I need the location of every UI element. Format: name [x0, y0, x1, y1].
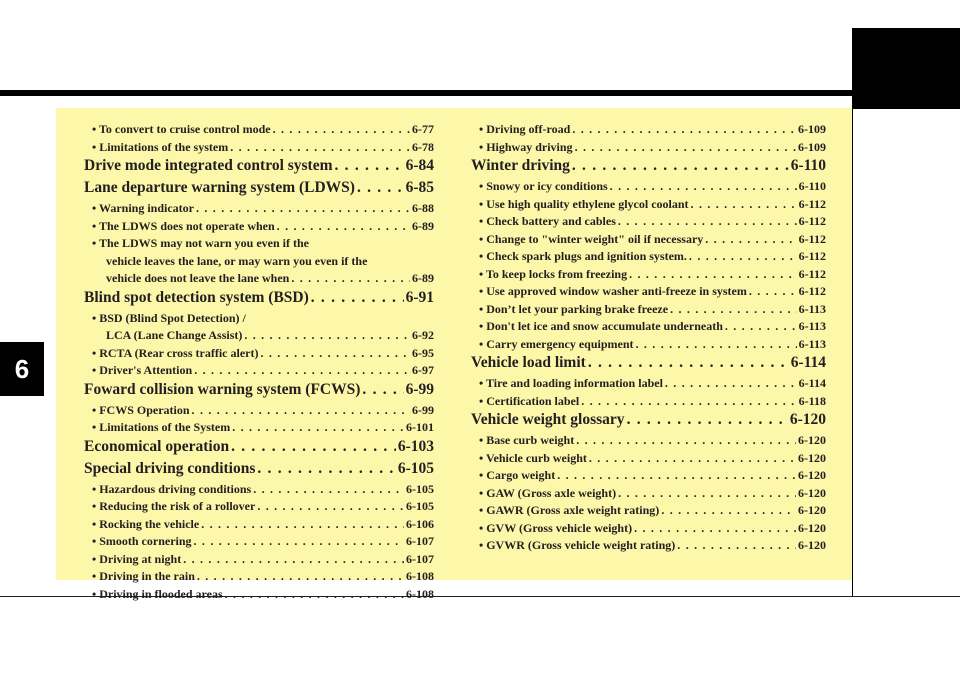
toc-page-number: 6-99 — [412, 402, 434, 417]
toc-page-number: 6-110 — [798, 179, 826, 193]
toc-page-number: 6-95 — [412, 345, 434, 360]
toc-entry[interactable] — [471, 521, 826, 539]
toc-entry[interactable] — [471, 302, 826, 320]
toc-entry[interactable] — [471, 197, 826, 215]
toc-page-number: 6-120 — [798, 538, 826, 552]
toc-page-number: 6-120 — [789, 411, 826, 428]
dot-leader — [634, 521, 796, 536]
dot-leader — [691, 197, 797, 212]
toc-page-number: 6-105 — [397, 459, 434, 477]
toc-entry-title: • Carry emergency equipment — [479, 336, 634, 351]
toc-entry-title: • Change to "winter weight" oil if necessary — [479, 231, 704, 246]
toc-entry — [84, 236, 434, 254]
toc-entry-title: • Check battery and cables — [479, 214, 616, 228]
toc-section-heading[interactable] — [84, 381, 434, 403]
toc-page-number: 6-112 — [798, 214, 826, 228]
dot-leader — [253, 482, 404, 497]
toc-entry[interactable] — [471, 538, 826, 556]
dot-leader — [257, 499, 404, 514]
toc-entry[interactable] — [471, 122, 826, 140]
toc-entry-title: • Use approved window washer anti-freeze in system — [479, 284, 747, 298]
toc-entry[interactable] — [471, 486, 826, 504]
dot-leader — [335, 157, 404, 175]
toc-entry-title: • Highway driving — [479, 139, 573, 154]
toc-page-number: 6-112 — [798, 196, 826, 211]
toc-entry-title: • The LDWS may not warn you even if the — [92, 236, 309, 250]
dot-leader — [581, 394, 796, 409]
toc-entry-title: • Driving in flooded areas — [92, 586, 223, 601]
toc-entry[interactable] — [471, 394, 826, 412]
toc-entry[interactable] — [84, 552, 434, 570]
toc-entry-title: • RCTA (Rear cross traffic alert) — [92, 345, 259, 360]
toc-entry[interactable] — [471, 267, 826, 285]
dot-leader — [232, 420, 404, 435]
toc-entry-title: • To convert to cruise control mode — [92, 122, 271, 136]
toc-entry-title: • Reducing the risk of a rollover — [92, 499, 256, 513]
toc-entry-title: • Driving off-road — [479, 122, 571, 136]
margin-divider — [852, 90, 853, 597]
toc-entry-title: • Hazardous driving conditions — [92, 481, 252, 496]
toc-page-number: 6-99 — [405, 380, 434, 398]
toc-entry[interactable] — [84, 271, 434, 289]
toc-page-number: 6-112 — [798, 284, 826, 298]
toc-entry[interactable] — [84, 363, 434, 381]
toc-entry[interactable] — [84, 569, 434, 587]
header-rule — [0, 90, 856, 96]
toc-entry-title: • Driving in the rain — [92, 569, 195, 583]
toc-entry[interactable] — [471, 140, 826, 158]
dot-leader — [670, 302, 797, 317]
toc-entry-title: • The LDWS does not operate when — [92, 218, 275, 233]
toc-entry[interactable] — [84, 420, 434, 438]
toc-page-number: 6-101 — [406, 420, 434, 434]
corner-tab-block — [852, 28, 960, 109]
dot-leader — [183, 552, 404, 567]
toc-entry[interactable] — [84, 517, 434, 535]
toc-entry[interactable] — [471, 468, 826, 486]
toc-entry-title: • GAWR (Gross axle weight rating) — [479, 503, 660, 517]
toc-entry-title: • Certification label — [479, 393, 580, 408]
toc-section-heading[interactable] — [471, 411, 826, 433]
toc-page-number: 6-106 — [406, 516, 434, 531]
toc-section-heading[interactable] — [84, 289, 434, 311]
dot-leader — [225, 587, 404, 602]
toc-page-number: 6-85 — [405, 179, 434, 196]
toc-entry[interactable] — [84, 328, 434, 346]
toc-entry-title: • Tire and loading information label — [479, 376, 663, 390]
toc-page-number: 6-97 — [412, 363, 434, 377]
chapter-tab[interactable]: 6 — [0, 342, 44, 396]
toc-entry[interactable] — [84, 219, 434, 237]
toc-page-number: 6-113 — [798, 319, 826, 333]
dot-leader — [661, 503, 796, 518]
dot-leader — [725, 319, 797, 334]
toc-entry-title: • GAW (Gross axle weight) — [479, 485, 617, 500]
toc-entry-title: • Limitations of the system — [92, 139, 229, 154]
toc-entry-title: • To keep locks from freezing — [479, 266, 628, 281]
toc-entry-title: • Rocking the vehicle — [92, 516, 200, 531]
toc-entry[interactable] — [471, 214, 826, 232]
dot-leader — [244, 328, 410, 343]
toc-page-number: 6-89 — [412, 271, 434, 285]
toc-entry[interactable] — [471, 284, 826, 302]
toc-page-number: 6-84 — [405, 157, 434, 174]
dot-leader — [277, 219, 410, 234]
toc-entry-title: • FCWS Operation — [92, 402, 190, 417]
dot-leader — [677, 538, 796, 553]
toc-entry-title: Winter driving — [471, 157, 570, 174]
toc-entry[interactable] — [84, 403, 434, 421]
toc-page-number: 6-77 — [412, 122, 434, 136]
toc-section-heading[interactable] — [84, 460, 434, 482]
toc-entry-title: • Warning indicator — [92, 201, 194, 215]
toc-entry-title: Foward collision warning system (FCWS) — [84, 380, 361, 398]
toc-entry-title: Economical operation — [84, 437, 230, 455]
toc-entry[interactable] — [471, 433, 826, 451]
dot-leader — [196, 201, 410, 216]
toc-entry[interactable] — [471, 319, 826, 337]
toc-page-number: 6-120 — [798, 433, 826, 447]
toc-page-number: 6-109 — [798, 122, 826, 136]
toc-entry[interactable] — [84, 201, 434, 219]
toc-entry-title: • Limitations of the System — [92, 420, 231, 434]
dot-leader — [201, 517, 404, 532]
toc-section-heading[interactable] — [84, 438, 434, 460]
toc-page-number: 6-107 — [406, 551, 434, 566]
toc-entry-title: Drive mode integrated control system — [84, 157, 333, 174]
toc-section-heading[interactable] — [84, 157, 434, 179]
dot-leader — [572, 122, 796, 137]
dot-leader — [665, 376, 797, 391]
toc-entry-title: • Base curb weight — [479, 433, 575, 447]
toc-page-number: 6-112 — [798, 231, 826, 246]
dot-leader — [576, 433, 796, 448]
dot-leader — [689, 249, 797, 264]
toc-entry[interactable] — [84, 140, 434, 158]
toc-page-number: 6-92 — [412, 328, 434, 342]
dot-leader — [257, 460, 395, 478]
dot-leader — [588, 354, 789, 372]
dot-leader — [362, 381, 403, 399]
toc-section-heading[interactable] — [84, 179, 434, 201]
toc-page-number: 6-109 — [798, 139, 826, 154]
toc-entry-title: • Don’t let your parking brake freeze — [479, 301, 669, 316]
toc-page-number: 6-118 — [798, 393, 826, 408]
toc-page-number: 6-108 — [406, 586, 434, 601]
toc-page-number: 6-103 — [397, 437, 434, 455]
toc-page-number: 6-120 — [798, 450, 826, 465]
dot-leader — [260, 346, 410, 361]
toc-entry-title: • Vehicle curb weight — [479, 450, 587, 465]
dot-leader — [291, 271, 410, 286]
toc-page-number: 6-110 — [790, 157, 826, 174]
dot-leader — [572, 157, 789, 175]
dot-leader — [357, 179, 404, 197]
toc-page-number: 6-120 — [798, 520, 826, 535]
toc-page-number: 6-114 — [790, 354, 826, 371]
dot-leader — [636, 337, 797, 352]
toc-page-number: 6-108 — [406, 569, 434, 583]
toc-entry[interactable] — [84, 499, 434, 517]
toc-entry-title: • Check spark plugs and ignition system. — [479, 249, 687, 263]
toc-entry-title: Vehicle weight glossary — [471, 411, 625, 428]
dot-leader — [610, 179, 797, 194]
dot-leader — [311, 289, 404, 307]
dot-leader — [273, 122, 410, 137]
dot-leader — [627, 411, 788, 429]
toc-entry-title: vehicle does not leave the lane when — [106, 271, 290, 285]
toc-entry — [84, 311, 434, 329]
toc-page-number: 6-120 — [798, 485, 826, 500]
toc-entry[interactable] — [471, 503, 826, 521]
toc-entry[interactable] — [471, 179, 826, 197]
toc-entry[interactable] — [471, 249, 826, 267]
toc-entry[interactable] — [84, 122, 434, 140]
toc-page-number: 6-91 — [405, 288, 434, 306]
toc-entry-title: Vehicle load limit — [471, 354, 586, 371]
dot-leader — [194, 534, 404, 549]
toc-page-number: 6-107 — [406, 534, 434, 548]
toc-entry[interactable] — [84, 482, 434, 500]
toc-entry-title: • GVWR (Gross vehicle weight rating) — [479, 538, 676, 552]
toc-page-number: 6-113 — [798, 301, 826, 316]
toc-entry-title: Blind spot detection system (BSD) — [84, 288, 309, 306]
toc-page-number: 6-112 — [798, 266, 826, 281]
toc-entry-title: • Driving at night — [92, 551, 182, 566]
toc-page-number: 6-113 — [798, 336, 826, 351]
toc-page-number: 6-120 — [798, 468, 826, 482]
dot-leader — [618, 486, 796, 501]
toc-entry — [84, 254, 434, 272]
toc-page-number: 6-78 — [412, 139, 434, 154]
toc-entry-title: • Cargo weight — [479, 468, 556, 482]
toc-entry[interactable] — [84, 534, 434, 552]
dot-leader — [194, 363, 410, 378]
toc-page-number: 6-112 — [798, 249, 826, 263]
toc-entry-title: Lane departure warning system (LDWS) — [84, 179, 355, 196]
toc-page-number: 6-105 — [406, 481, 434, 496]
toc-page-number: 6-114 — [798, 376, 826, 390]
dot-leader — [589, 451, 796, 466]
toc-entry[interactable] — [471, 232, 826, 250]
toc-entry-title: • Driver's Attention — [92, 363, 193, 377]
toc-entry-title: LCA (Lane Change Assist) — [106, 328, 243, 342]
toc-entry-title: vehicle leaves the lane, or may warn you even if the — [106, 253, 368, 268]
toc-entry[interactable] — [84, 587, 434, 605]
toc-right-column — [471, 122, 826, 556]
toc-entry-title: Special driving conditions — [84, 459, 256, 477]
dot-leader — [197, 569, 404, 584]
toc-section-heading[interactable] — [471, 354, 826, 376]
toc-entry-title: • Snowy or icy conditions — [479, 179, 608, 193]
dot-leader — [705, 232, 796, 247]
dot-leader — [192, 403, 410, 418]
dot-leader — [557, 468, 796, 483]
toc-entry-title: • Use high quality ethylene glycol coolant — [479, 196, 689, 211]
toc-entry-title: • GVW (Gross vehicle weight) — [479, 520, 633, 535]
toc-entry[interactable] — [84, 346, 434, 364]
dot-leader — [230, 140, 410, 155]
dot-leader — [575, 140, 796, 155]
toc-entry-title: • BSD (Blind Spot Detection) / — [92, 310, 246, 325]
toc-page-number: 6-88 — [412, 201, 434, 215]
toc-entry[interactable] — [471, 451, 826, 469]
toc-page-number: 6-89 — [412, 218, 434, 233]
toc-entry-title: • Smooth cornering — [92, 534, 192, 548]
dot-leader — [749, 284, 797, 299]
dot-leader — [629, 267, 797, 282]
toc-section-heading[interactable] — [471, 157, 826, 179]
toc-page-number: 6-105 — [406, 499, 434, 513]
toc-page-number: 6-120 — [798, 503, 826, 517]
dot-leader — [231, 438, 396, 456]
dot-leader — [618, 214, 797, 229]
toc-entry[interactable] — [471, 376, 826, 394]
toc-entry[interactable] — [471, 337, 826, 355]
toc-entry-title: • Don't let ice and snow accumulate underneath — [479, 319, 723, 333]
toc-left-column — [84, 122, 434, 604]
